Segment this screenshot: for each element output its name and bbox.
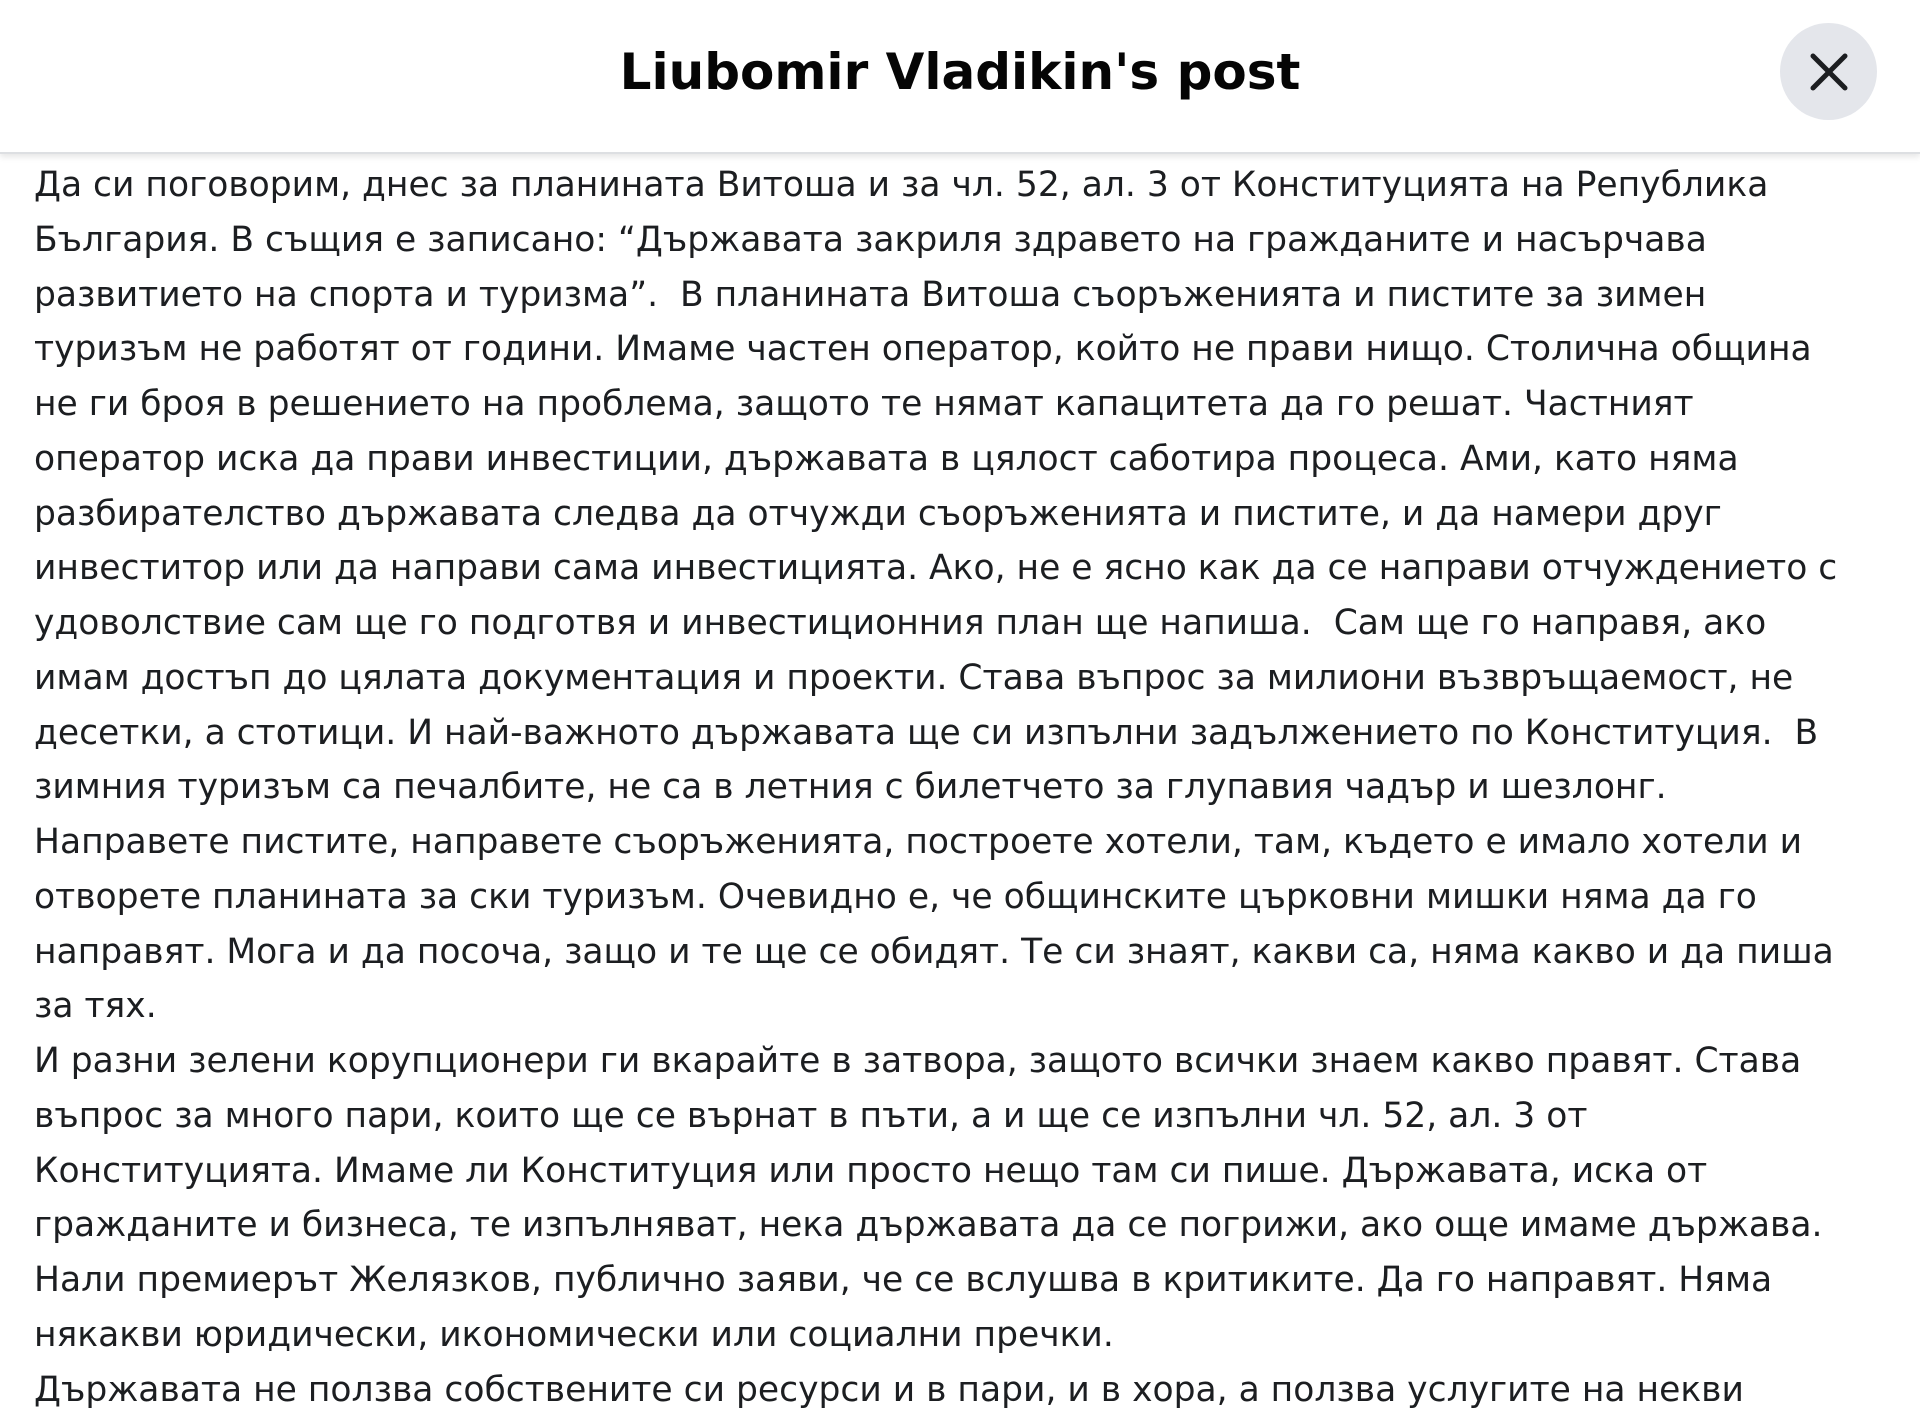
close-button[interactable]	[1780, 23, 1877, 120]
post-text-line: Да си поговорим, днес за планината Витоша и за чл. 52, ал. 3 от Конституцията на Република	[34, 165, 1769, 205]
post-paragraph	[34, 1034, 1896, 1363]
post-text-line: И разни зелени корупционери ги вкарайте в затвора, защото всички знаем какво правят. Става	[34, 1041, 1802, 1081]
close-icon	[1809, 52, 1849, 92]
post-text-line: България. В същия е записано: “Държавата закриля здравето на гражданите и насърчава	[34, 219, 1707, 260]
post-text-line: гражданите и бизнеса, те изпълняват, нека държавата да се погрижи, ако още имаме държава.	[34, 1205, 1823, 1246]
post-text-line: за тях.	[34, 986, 157, 1027]
post-text-line: Държавата не ползва собствените си ресурси и в пари, и в хора, а ползва услугите на некви	[34, 1369, 1744, 1410]
post-text-line: оператор иска да прави инвестиции, държавата в цялост саботира процеса. Ами, като няма	[34, 438, 1739, 479]
post-text-line: Нали премиерът Желязков, публично заяви, че се вслушва в критиките. Да го направят. Няма	[34, 1260, 1773, 1300]
post-text-line: Конституцията. Имаме ли Конституция или просто нещо там си пише. Държавата, иска от	[34, 1150, 1708, 1191]
post-text-line: удоволствие сам ще го подготвя и инвестиционния план ще напиша. Сам ще го направя, ако	[34, 603, 1767, 643]
post-paragraph	[34, 158, 1896, 1034]
post-text-line: инвеститор или да направи сама инвестицията. Ако, не е ясно как да се направи отчуждението с	[34, 548, 1838, 589]
dialog-title: Liubomir Vladikin's post	[619, 43, 1301, 101]
post-body	[34, 158, 1896, 1414]
post-text-line: туризъм не работят от години. Имаме частен оператор, който не прави нищо. Столична община	[34, 329, 1812, 370]
dialog-header	[0, 0, 1920, 154]
post-text-line: зимния туризъм са печалбите, не са в летния с билетчето за глупавия чадър и шезлонг.	[34, 767, 1667, 808]
post-paragraph	[34, 1363, 1896, 1414]
post-text-line: разбирателство държавата следва да отчужди съоръженията и пистите, и да намери друг	[34, 493, 1722, 534]
post-text-line: въпрос за много пари, които ще се върнат в пъти, а и ще се изпълни чл. 52, ал. 3 от	[34, 1095, 1588, 1136]
post-text-line: не ги броя в решението на проблема, защото те нямат капацитета да го решат. Частният	[34, 384, 1694, 424]
post-text-line: Направете пистите, направете съоръженията, построете хотели, там, където е имало хотели и	[34, 822, 1803, 862]
post-text-line: отворете планината за ски туризъм. Очевидно е, че общинските църковни мишки няма да го	[34, 876, 1757, 917]
post-text-line: имам достъп до цялата документация и проекти. Става въпрос за милиони възвръщаемост, не	[34, 657, 1794, 698]
post-text-line: направят. Мога и да посоча, защо и те ще се обидят. Те си знаят, какви са, няма какво и да пиша	[34, 931, 1834, 972]
post-text-line: развитието на спорта и туризма”. В планината Витоша съоръженията и пистите за зимен	[34, 274, 1707, 315]
post-text-line: десетки, а стотици. И най-важното държавата ще си изпълни задължението по Конституция. В	[34, 712, 1819, 753]
post-text-line: някакви юридически, икономически или социални пречки.	[34, 1314, 1114, 1355]
